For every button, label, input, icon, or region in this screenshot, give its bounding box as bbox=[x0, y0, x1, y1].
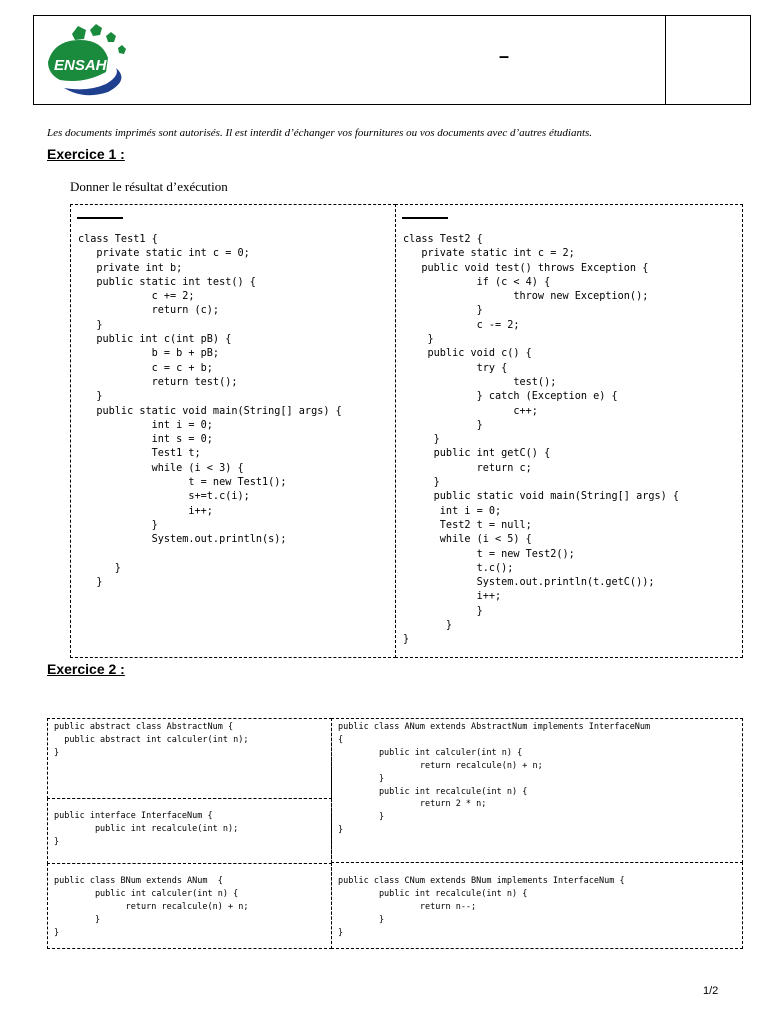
code-box-test2 bbox=[395, 204, 743, 658]
code-bnum: public class BNum extends ANum { public int calculer(int n) { return recalcule(n) + n; } } bbox=[54, 876, 249, 938]
code-box-rule bbox=[402, 217, 448, 219]
logo-text: ENSAH bbox=[54, 57, 107, 74]
code-test1: class Test1 { private static int c = 0; private int b; public static int test() { c += 2; return (c); } public int c(int pB) { b = b + pB; c = c + b; return test(); } public static void main(String[] args) { int i = 0; int s = 0; Test1 t; while (i < 3) { t = new Test1(); s+=t.c(i); i++; } System.out.println(s); } } bbox=[78, 234, 342, 589]
code-box-abstractnum bbox=[47, 718, 332, 799]
code-abstractnum: public abstract class AbstractNum { public abstract int calculer(int n); } bbox=[54, 722, 249, 758]
code-box-anum bbox=[331, 718, 743, 863]
code-box-interfacenum bbox=[47, 798, 332, 864]
exercise2-title: Exercice 2 : bbox=[47, 661, 125, 677]
exam-notice: Les documents imprimés sont autorisés. Il est interdit d’échanger vos fournitures ou vos documents avec d’autres étudiants. bbox=[47, 127, 593, 139]
exercise1-instruction: Donner le résultat d’exécution bbox=[70, 179, 228, 194]
header-box bbox=[33, 15, 751, 105]
code-anum: public class ANum extends AbstractNum implements InterfaceNum { public int calculer(int n) { return recalcule(n) + n; } public int recalcule(int n) { return 2 * n; } } bbox=[338, 722, 651, 836]
code-test2: class Test2 { private static int c = 2; public void test() throws Exception { if (c < 4) { throw new Exception(); } c -= 2; } public void c() { try { test(); } catch (Exception e) { c++; } } public int getC() { return c; } public static void main(String[] args) { int i = 0; Test2 t = null; while (i < 5) { t = new Test2(); t.c(); System.out.println(t.getC()); i++; } } } bbox=[403, 234, 680, 646]
code-box-test1 bbox=[70, 204, 396, 658]
page-number: 1/2 bbox=[703, 985, 719, 997]
code-interfacenum: public interface InterfaceNum { public int recalcule(int n); } bbox=[54, 811, 239, 847]
code-box-rule bbox=[77, 217, 123, 219]
code-box-cnum bbox=[331, 862, 743, 949]
exercise1-title: Exercice 1 : bbox=[47, 146, 125, 162]
header-title: – bbox=[498, 46, 509, 66]
code-cnum: public class CNum extends BNum implements InterfaceNum { public int recalcule(int n) { return n--; } } bbox=[338, 876, 625, 938]
header-divider bbox=[665, 16, 666, 104]
code-box-bnum bbox=[47, 863, 332, 949]
ensah-logo bbox=[44, 22, 144, 100]
